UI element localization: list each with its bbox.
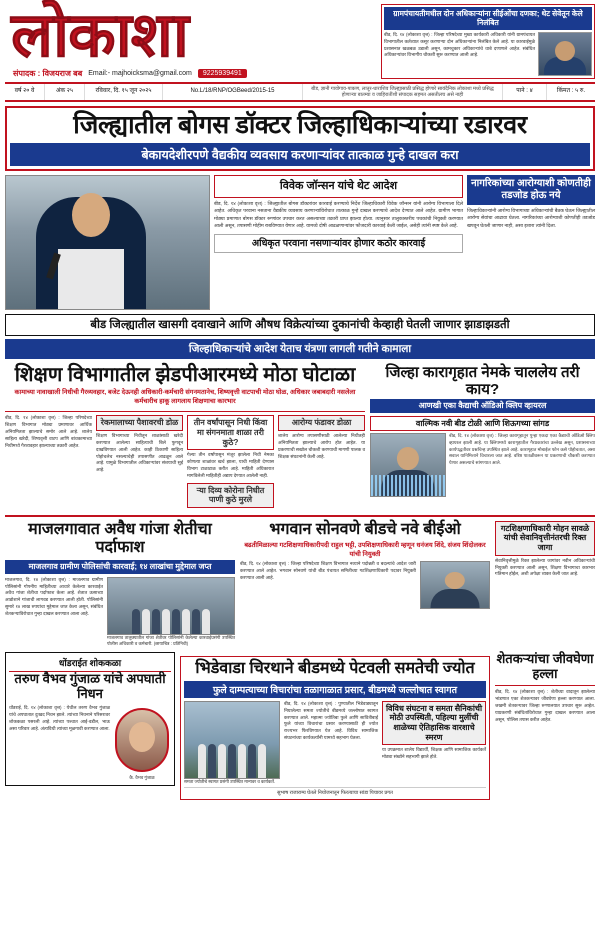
bottom-body: बीड, दि. १४ (लोकाशा वृत्त) : पुण्यातील भिडेवाड्यातून निघालेल्या समता ज्योतीचे बीडमध्ये जल्लोषात स्वागत करण्यात आले. महात्मा ज्योतिबा फुले आणि सावित्रीबाई फुले यांच्या विचारांचा प्रसार करण्यासाठी ही ज्योत राज्यभर फिरविण्यात येत आहे. विविध सामाजिक संघटनांच्या कार्यकर्त्यांनी यामध्ये सहभाग घेतला. — [284, 700, 378, 741]
masthead-subline — [5, 68, 377, 79]
farmer-headline: शेतकऱ्यांचा जीवघेणा हल्ला — [496, 651, 594, 682]
masthead-top-story — [381, 4, 595, 79]
obit-photo-caption: कै. वैभव गुंजाळ — [129, 775, 155, 781]
education-box-2 — [187, 415, 274, 510]
bdo-body: बीड, दि. १४ (लोकाशा वृत्त) : जिल्हा परिषदेच्या शिक्षण विभागात नव्याने पदोन्नती व बदल्यांचे आदेश जारी करण्यात आले आहेत. भगवान सोनवणे यांची बीड पंचायत समितीच्या गटशिक्षणाधिकारी पदावर नियुक्ती करण्यात आली आहे. — [240, 561, 416, 581]
ganja-headline: माजलगावात अवैध गांजा शेतीचा पर्दाफाश — [28, 520, 212, 557]
samata-jyot-story — [180, 652, 490, 800]
issue-date: रविवार, दि. १५ जून २०२५ — [85, 84, 163, 100]
disclaimer-note: बीड, ज्ञानी गावोगाव-पाकण, लातूर-धाराशिव जिल्ह्यासाठी प्रसिद्ध होणारे सायंदैनिक लोकाशा मध्ये प्रसिद्ध होणाऱ्या बातम्या व जाहिरातींशी संपादक सहमत असतीलच असे नाही — [303, 84, 503, 100]
top-story-headline: ग्रामपंचायतीमधील दोन अधिकाऱ्यांना सीईओंचा दणका; थेट सेवेतून केले निलंबित — [384, 7, 592, 30]
obit-body: धोंडराई, दि. १४ (लोकाशा वृत्त) : येथील तरुण वैभव गुंजाळ यांचे अपघातात दुःखद निधन झाले. त्यांच्या निधनाने परिसरावर शोककळा पसरली आहे. त्यांच्या पश्चात आई-वडील, भाऊ असा परिवार आहे. अंत्यविधी त्यांच्या मूळगावी करण्यात आला. — [9, 705, 110, 731]
ganja-body: माजलगाव, दि. १४ (लोकाशा वृत्त) : माजलगाव ग्रामीण पोलिसांनी गोपनीय माहितीच्या आधारे केलेल्या कारवाईत अवैध गांजा शेतीचा पर्दाफाश केला आहे. शेतात ऊसाच्या आडोशाने गांजाची लागवड करण्यात आली होती. पोलिसांनी सुमारे १४ लाख रुपयांचा मुद्देमाल जप्त केला असून, संबंधित शेतकऱ्याविरोधात गुन्हा दाखल करण्यात आला आहे. — [5, 576, 103, 617]
page-count: पाने : ४ — [503, 84, 547, 100]
bdo-sidebox-body: सेवानिवृत्तीमुळे रिक्त झालेल्या जागांवर नवीन अधिकाऱ्यांची नियुक्ती करण्यात आली असून, शिक्षण विभागाचा कारभार गतिमान होईल, अशी अपेक्षा व्यक्त केली जात आहे. — [495, 557, 595, 577]
price: किंमत : ५ रु. — [556, 88, 586, 95]
farmer-attack-story — [495, 652, 595, 800]
rally-photo — [184, 701, 280, 779]
lead-body — [5, 175, 595, 310]
ganja-raid-photo — [107, 577, 235, 635]
registration-number: No.L/18/RNP/OGBeed/2015-15 — [163, 84, 303, 100]
lead-band-action: जिल्हाधिकाऱ्यांचे आदेश येताच यंत्रणा लागली गतीने कामाला — [5, 339, 595, 359]
editor-label: संपादक : विजयराज बब — [13, 69, 83, 78]
bottom-footer-line: सुभाष राजाराम्य घेतले नियोजनातून फिरत्याचा सांडा पिचावर प्रगत — [184, 787, 486, 796]
bdo-sidebox-title: गटशिक्षणाधिकारी मोहन सावळे यांची सेवानिवृत्तीनंतरची रिक्त जागा — [495, 521, 595, 556]
lead-caption-order: विवेक जॉन्सन यांचे थेट आदेश — [214, 175, 463, 198]
ganja-photo-caption: माजलगाव तालुक्यातील गांजा शेतीवर पोलिसांनी केलेल्या कारवाईप्रसंगी उपस्थित पोलीस अधिकारी व कर्मचारी. (छायाचित्र : प्रतिनिधी) — [107, 634, 235, 646]
jail-box-title: वाल्मिक नवी बीड टोळी आणि शिऊगच्या सांगड — [370, 416, 595, 432]
education-intro: बीड, दि. १४ (लोकाशा वृत्त) : जिल्हा परिषदेच्या शिक्षण विभागात मोठ्या प्रमाणावर आर्थिक अनियमितता झाल्याचे समोर आले आहे. शालेय साहित्य खरेदी, शिष्यवृत्ती वाटप आणि बांधकामाच्या निधीमध्ये गैरव्यवहार झाल्याच्या तक्रारी आहेत. — [5, 415, 92, 448]
rally-photo-caption: समता ज्योतीचे स्वागत प्रसंगी उपस्थित मान्यवर व कार्यकर्ते. — [184, 778, 276, 784]
lead-story — [5, 106, 595, 171]
education-box-3-title: आरोग्य फंडावर डोळा — [278, 415, 365, 431]
issue-number: अंक २५ — [45, 84, 85, 100]
lead-band-inspection: बीड जिल्ह्यातील खासगी दवाखाने आणि औषध विक्रेत्यांच्या दुकानांची केव्हाही घेतली जाणार झाडाझडती — [5, 314, 595, 336]
education-inner-band: ऱ्या दिव्य कोरोना निधीत पाणी कुठे मुरले — [187, 483, 274, 508]
email-label: Email:- majhoicksma@gmail.com — [88, 70, 192, 77]
newspaper-logo: लोकाशा — [11, 0, 188, 71]
masthead-left — [5, 0, 377, 79]
lead-photo — [5, 175, 210, 310]
farmer-body: बीड, दि. १४ (लोकाशा वृत्त) : शेतीच्या वादातून झालेल्या भांडणात एका शेतकऱ्यावर जीवघेणा हल्ला करण्यात आला. जखमी शेतकऱ्यावर जिल्हा रुग्णालयात उपचार सुरू आहेत. याप्रकरणी संबंधितांविरोधात गुन्हा दाखल करण्यात आला असून, पोलिस तपास करीत आहेत. — [495, 689, 595, 722]
issue-infobar — [5, 82, 595, 102]
lead-side-body: जिल्हाधिकाऱ्यांनी आरोग्य विभागाच्या अधिकाऱ्यांची बैठक घेऊन जिल्ह्यातील आरोग्य सेवांचा आढावा घेतला. नागरिकांच्या आरोग्याशी कोणतीही तडजोड खपवून घेतली जाणार नाही, असा इशारा त्यांनी दिला. — [467, 208, 595, 229]
education-box-2-body: गेल्या तीन वर्षांपासून मंजूर झालेला निधी नेमका कोणत्या शाळांवर खर्च झाला, याची माहिती देण्यास विभाग टाळाटाळ करीत आहे. माहिती अधिकारात मागविलेली माहितीही अद्याप देण्यात आलेली नाही. — [187, 452, 274, 478]
education-story — [5, 364, 365, 510]
bottom-sidebox-body: या उपक्रमात शालेय विद्यार्थी, शिक्षक आणि सामाजिक कार्यकर्ते मोठ्या संख्येने सहभागी झाले होते. — [382, 747, 486, 760]
education-box-1 — [96, 415, 183, 510]
obituary — [5, 652, 175, 800]
bdo-officer-photo — [420, 561, 490, 609]
jail-story — [370, 364, 595, 510]
bdo-sidebox — [495, 521, 595, 648]
lead-side-headline: नागरिकांच्या आरोग्याशी कोणतीही तडजोड होऊ नये — [467, 175, 595, 205]
jail-audio-photo — [370, 433, 446, 497]
ganja-story — [5, 521, 235, 648]
education-box-1-title: रेकमालाच्या पैशावरची डोळ — [96, 415, 183, 431]
obit-photo — [115, 708, 169, 772]
jail-body: बीड, दि. १४ (लोकाशा वृत्त) : जिल्हा कारागृहातून पुन्हा एकदा एका कैद्याची ऑडिओ क्लिप व्हायरल झाली आहे. या क्लिपमध्ये कारागृहातील गैरप्रकारांचा उल्लेख असून, प्रशासनाच्या कार्यपद्धतीवर प्रश्नचिन्ह उपस्थित झाले आहे. कारागृहात मोबाईल फोन कसे पोहोचतात, असा सवाल यानिमित्ताने विचारला जात आहे. वरिष्ठ पातळीवरून या प्रकरणाची चौकशी करण्यात येणार असल्याचे सांगण्यात आले. — [449, 433, 595, 466]
bottom-subhead: फुले दाम्पत्याच्या विचारांचा तळागाळात प्रसार, बीडमध्ये जल्लोषात स्वागत — [184, 681, 486, 698]
jail-subhead: आणखी एका कैद्याची ऑडिओ क्लिप व्हायरल — [370, 399, 595, 413]
obit-tag: धोंडराईत शोककळा — [9, 656, 171, 672]
section-ganja-bdo — [5, 515, 595, 648]
bdo-subhead: बढतीमिळाल्या गटशिक्षणाधिकारीपदी राहुल भट्टी, उपशिक्षणाधिकारी म्हणून धनंजय शिंदे, संजय शिंदोलकर यांची नियुक्ती — [244, 542, 486, 559]
education-box-1-body: शिक्षण विभागाच्या निधीतून शाळांसाठी खरेदी करण्यात आलेल्या साहित्याची बिले फुगवून दाखविण्यात आली आहेत. काही ठिकाणी साहित्य पोहोचलेच नसल्याचेही तपासणीत आढळून आले आहे. यामुळे विभागातील अधिकाऱ्यांवर संशयाची सुई आहे. — [96, 432, 183, 473]
masthead — [5, 0, 595, 79]
obit-headline: तरुण वैभव गुंजाळ यांचे अपघाती निधन — [14, 671, 166, 702]
lead-subheadline: बेकायदेशीरपणे वैद्यकीय व्यवसाय करणाऱ्यांवर तात्काळ गुन्हे दाखल करा — [10, 143, 590, 166]
lead-caption-action: अधिकृत परवाना नसणाऱ्यांवर होणार कठोर कारवाई — [214, 234, 463, 253]
section-obit-bottom — [5, 652, 595, 800]
education-box-2-title: तीन वर्षांपासून निधी किंवा मा संगनमाता शाळा तरी कुठे? — [187, 415, 274, 450]
bottom-sidebox-title: विविध संघटना व समता सैनिकांची मोठी उपस्थिती, पहिल्या मुलींची शाळेच्या ऐतिहासिक वारशाचे स्मरण — [382, 701, 486, 745]
education-box-3 — [278, 415, 365, 510]
education-subhead: कामाच्या नावाखाली निधीची गैरव्यवहार, बजेट देऊनही अधिकारी-कर्मचारी संगनमतानेच, शिष्यवृत्ती वाटपाची मोठा घोळ, अधिकार जबाबदारी नसलेला कर्मचारीच हाकू लागलाय शिक्षणाचा कारभार — [14, 389, 356, 406]
jail-headline: जिल्हा कारागृहात नेमके चाललेय तरी काय? — [385, 364, 580, 399]
lead-headline: जिल्ह्यातील बोगस डॉक्टर जिल्हाधिकाऱ्यांच्या रडारवर — [73, 111, 527, 139]
lead-body-text: बीड, दि. १४ (लोकाशा वृत्त) : जिल्ह्यातील बोगस डॉक्टरांवर कारवाई करण्याचे निर्देश जिल्हाधिकारी विवेक जॉन्सन यांनी आरोग्य विभागाला दिले आहेत. अधिकृत परवाना नसताना वैद्यकीय व्यवसाय करणाऱ्यांविरोधात तात्काळ गुन्हे दाखल करण्याचे आदेश देण्यात आले आहेत. ग्रामीण भागात मोठ्या प्रमाणात बोगस डॉक्टर रुग्णांवर उपचार करत असल्याच्या तक्रारी प्राप्त झाल्या होत्या. त्यानुसार तालुकास्तरीय पथकांची नियुक्ती करण्यात आली असून, तपासणी मोहीम राबविण्यात येणार आहे. यामध्ये दोषी आढळणाऱ्यांवर फौजदारी कारवाई केली जाईल, असेही त्यांनी स्पष्ट केले आहे. — [214, 201, 463, 230]
bottom-headline: भिडेवाडा चिरथाने बीडमध्ये पेटवली समतेची ज्योत — [195, 660, 475, 678]
section-education-jail — [5, 364, 595, 510]
official-photo — [538, 32, 592, 76]
volume-year: वर्ष २० वे — [5, 84, 45, 100]
bdo-headline: भगवान सोनवणे बीडचे नवे बीईओ — [269, 520, 461, 538]
phone-label: 9225939491 — [198, 69, 247, 78]
education-box-3-body: शालेय आरोग्य तपासणीसाठी आलेल्या निधीतही अनियमितता झाल्याचे आरोप होत आहेत. या प्रकरणाची सखोल चौकशी करण्याची मागणी पालक व शिक्षक संघटनांनी केली आहे. — [278, 432, 365, 459]
bdo-story — [240, 521, 490, 648]
ganja-subhead: माजलगाव ग्रामीण पोलिसांची कारवाई; १४ लाखांचा मुद्देमाल जप्त — [5, 560, 235, 574]
top-story-body: बीड, दि. १४ (लोकाशा वृत्त) : जिल्हा परिषदेच्या मुख्य कार्यकारी अधिकारी यांनी ग्रामपंचायत विभागातील कर्तव्यात कसूर करणाऱ्या दोन अधिकाऱ्यांना निलंबित केले आहे. या कारवाईमुळे प्रशासनात खळबळ उडाली असून, कामचुकार अधिकाऱ्यांचे धाबे दणाणले आहेत. संबंधित अधिकाऱ्यांवर विभागीय चौकशी सुरू करण्यात आली आहे. — [384, 31, 535, 58]
education-headline: शिक्षण विभागातील झेडपीआरमध्ये मोठा घोटाळा — [14, 364, 356, 387]
